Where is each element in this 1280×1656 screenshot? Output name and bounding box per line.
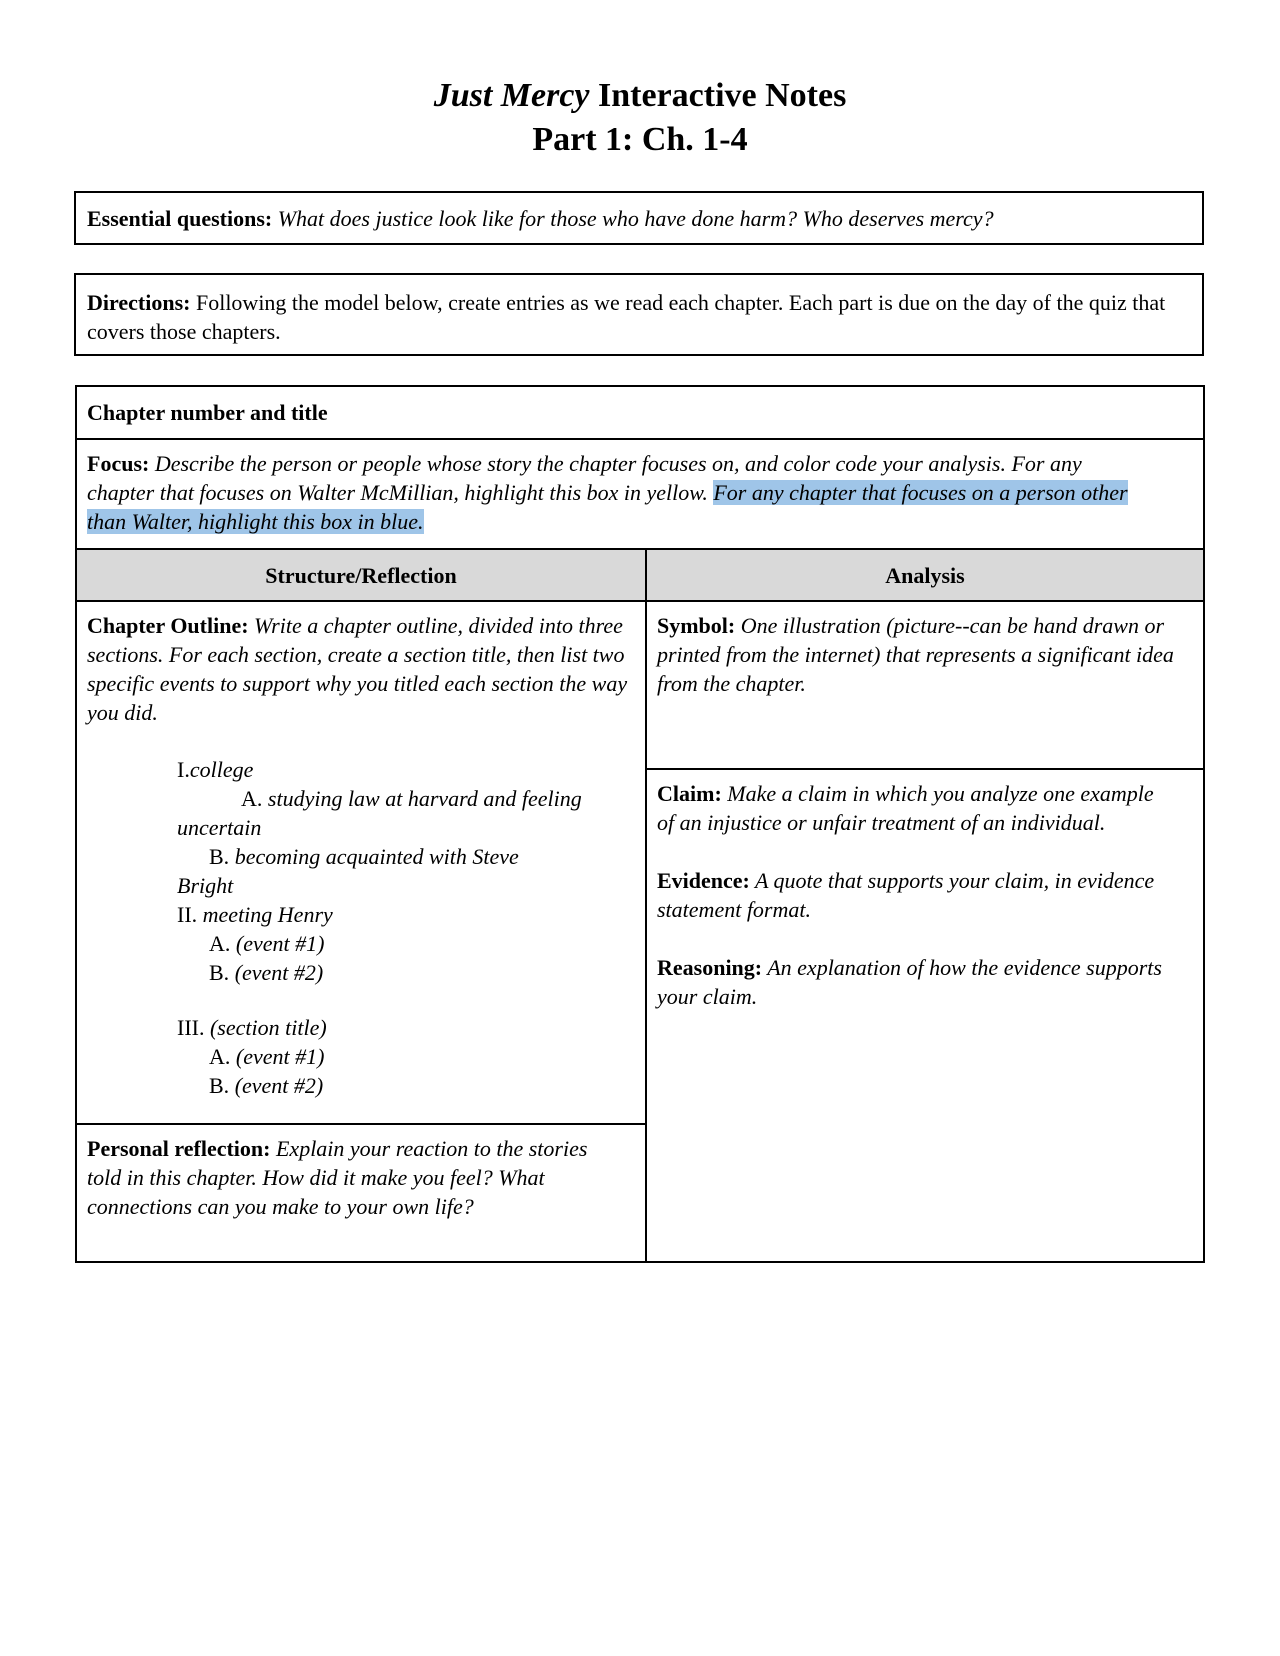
focus-text: Describe the person or people whose story the chapter focuses on, and color code your analysis. For any chapter that focuses on Walter McMillian, highlight this box in yellow. [87,451,1082,505]
symbol-text: One illustration (picture--can be hand drawn or printed from the internet) that represents a significant idea from the chapter. [657,613,1174,696]
chapter-outline-instructions: Write a chapter outline, divided into three sections. For each section, create a section title, then list two specific events to support why you titled each section the way you did. [87,613,628,725]
focus-cell[interactable] [77,440,1203,548]
column-header-analysis: Analysis [647,550,1203,600]
essential-questions-box [74,191,1204,245]
column-header-structure: Structure/Reflection [77,550,645,600]
evidence-text: A quote that supports your claim, in evidence statement format. [657,868,1155,922]
claim-block [657,779,1163,837]
book-title: Just Mercy [433,77,590,114]
essential-questions-label: Essential questions: [87,206,273,231]
outline-section-1: I.college [177,757,254,782]
reasoning-block [657,953,1163,1011]
focus-label: Focus: [87,451,150,476]
page-title: Just Mercy Interactive Notes Part 1: Ch. 1-4 [0,74,1280,162]
spacer [177,987,637,1013]
symbol-label: Symbol: [657,613,736,638]
chapter-outline-label: Chapter Outline: [87,613,249,638]
focus-highlighted-text: For any chapter that focuses on a person other than Walter, highlight this box in blue. [87,480,1128,534]
page-subtitle: Part 1: Ch. 1-4 [532,121,748,158]
notes-table [75,385,1205,1263]
directions-label: Directions: [87,290,191,315]
claim-label: Claim: [657,781,722,806]
claim-evidence-reasoning-cell[interactable] [647,770,1203,1261]
reasoning-text: An explanation of how the evidence supports your claim. [657,955,1162,1009]
personal-reflection-label: Personal reflection: [87,1136,271,1161]
evidence-label: Evidence: [657,868,750,893]
outline-event: B. becoming acquainted with Steve [209,844,519,869]
outline-event-wrap: Bright [177,873,234,898]
evidence-block [657,866,1163,924]
outline-event: B. (event #2) [209,960,324,985]
outline-event: A. (event #1) [209,1044,325,1069]
outline-event: B. (event #2) [209,1073,324,1098]
directions-box [74,273,1204,356]
chapter-number-title-cell[interactable] [77,387,1203,438]
directions-text: Following the model below, create entries as we read each chapter. Each part is due on the day of the quiz that covers those chapters. [87,290,1166,344]
symbol-cell[interactable] [647,602,1203,768]
personal-reflection-cell[interactable] [77,1125,645,1261]
claim-text: Make a claim in which you analyze one example of an injustice or unfair treatment of an individual. [657,781,1154,835]
outline-event: A. (event #1) [209,931,325,956]
reasoning-label: Reasoning: [657,955,763,980]
outline-event: A. studying law at harvard and feeling [241,786,582,811]
outline-section-3: III. (section title) [177,1015,327,1040]
outline-section-2: II. meeting Henry [177,902,333,927]
outline-list [177,755,637,1100]
essential-questions-text: What does justice look like for those who have done harm? Who deserves mercy? [272,206,994,231]
outline-event-wrap: uncertain [177,815,262,840]
chapter-header-label: Chapter number and title [87,400,328,425]
personal-reflection-text: Explain your reaction to the stories told in this chapter. How did it make you feel? What connections can you make to your own life? [87,1136,588,1219]
